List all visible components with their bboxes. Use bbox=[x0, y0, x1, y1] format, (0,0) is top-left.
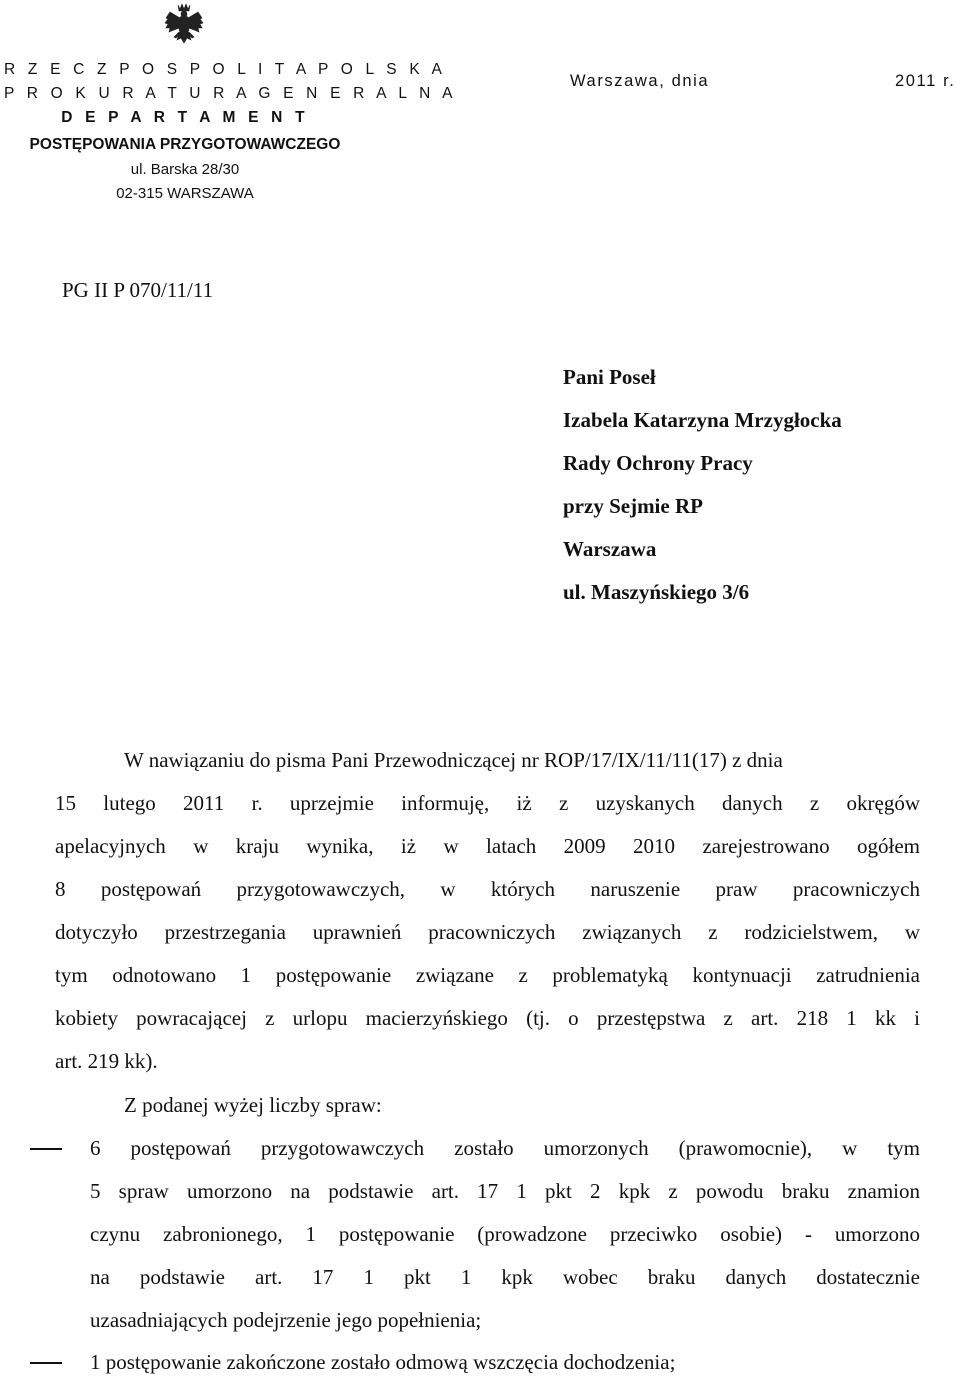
department-line-1: D E P A R T A M E N T bbox=[61, 109, 309, 126]
paragraph-line: tym odnotowano 1 postępowanie związane z problematyką kontynuacji zatrudnienia bbox=[55, 963, 920, 987]
dash-bullet bbox=[30, 1148, 62, 1150]
institution-line-1: R Z E C Z P O S P O L I T A P O L S K A bbox=[4, 61, 447, 78]
date-place: Warszawa, dnia bbox=[570, 72, 710, 90]
addressee-line-3: Rady Ochrony Pracy bbox=[563, 451, 753, 475]
polish-eagle-emblem-icon bbox=[162, 2, 206, 48]
addressee-line-2: Izabela Katarzyna Mrzygłocka bbox=[563, 408, 842, 432]
paragraph-line: art. 219 kk). bbox=[55, 1049, 158, 1073]
paragraph-line: 8 postępowań przygotowawczych, w których naruszenie praw pracowniczych bbox=[55, 877, 920, 901]
date-year: 2011 r. bbox=[895, 72, 956, 90]
list-item-line: na podstawie art. 17 1 pkt 1 kpk wobec braku danych dostatecznie bbox=[90, 1265, 920, 1289]
dash-bullet bbox=[30, 1362, 62, 1364]
list-item-line: czynu zabronionego, 1 postępowanie (prowadzone przeciwko osobie) - umorzono bbox=[90, 1222, 920, 1246]
paragraph-line: 15 lutego 2011 r. uprzejmie informuję, iż z uzyskanych danych z okręgów bbox=[55, 791, 920, 815]
institution-postal: 02-315 WARSZAWA bbox=[116, 185, 254, 202]
addressee-line-4: przy Sejmie RP bbox=[563, 494, 703, 518]
paragraph-line: dotyczyło przestrzegania uprawnień pracowniczych związanych z rodzicielstwem, w bbox=[55, 920, 920, 944]
department-line-2: POSTĘPOWANIA PRZYGOTOWAWCZEGO bbox=[29, 136, 341, 153]
list-intro: Z podanej wyżej liczby spraw: bbox=[124, 1093, 382, 1117]
addressee-line-5: Warszawa bbox=[563, 537, 657, 561]
addressee-line-1: Pani Poseł bbox=[563, 365, 656, 389]
institution-line-2: P R O K U R A T U R A G E N E R A L N A bbox=[4, 85, 457, 102]
paragraph-line: W nawiązaniu do pisma Pani Przewodniczącej nr ROP/17/IX/11/11(17) z dnia bbox=[124, 748, 783, 772]
addressee-line-6: ul. Maszyńskiego 3/6 bbox=[563, 580, 750, 604]
list-item-line: 6 postępowań przygotowawczych zostało umorzonych (prawomocnie), w tym bbox=[90, 1136, 920, 1160]
list-item-line: 5 spraw umorzono na podstawie art. 17 1 pkt 2 kpk z powodu braku znamion bbox=[90, 1179, 920, 1203]
paragraph-line: kobiety powracającej z urlopu macierzyńskiego (tj. o przestępstwa z art. 218 1 kk i bbox=[55, 1006, 920, 1030]
paragraph-line: apelacyjnych w kraju wynika, iż w latach 2009 2010 zarejestrowano ogółem bbox=[55, 834, 920, 858]
list-item-line: 1 postępowanie zakończone zostało odmową wszczęcia dochodzenia; bbox=[90, 1350, 676, 1374]
list-item-line: uzasadniających podejrzenie jego popełnienia; bbox=[90, 1308, 482, 1332]
case-signature: PG II P 070/11/11 bbox=[62, 278, 214, 302]
institution-street: ul. Barska 28/30 bbox=[130, 161, 240, 178]
